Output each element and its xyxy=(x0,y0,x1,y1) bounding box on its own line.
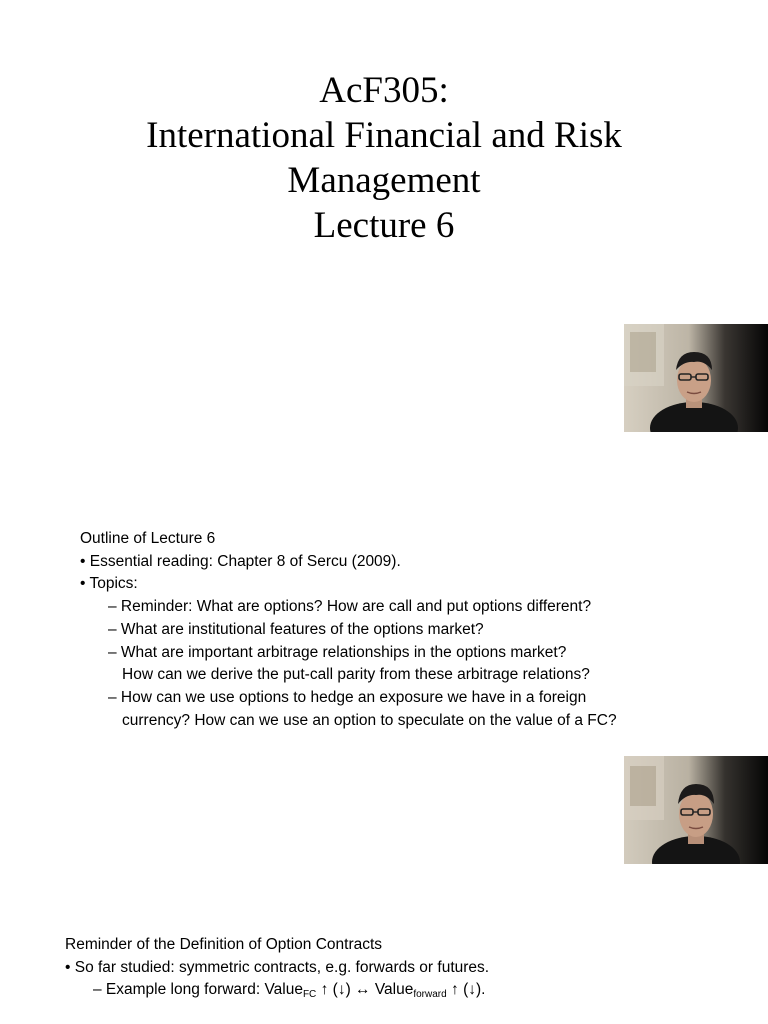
definition-bullet-symmetric: • So far studied: symmetric contracts, e.g. forwards or futures. xyxy=(65,958,490,976)
subscript-forward: forward xyxy=(413,989,447,1001)
presenter-video-frame-2 xyxy=(624,756,768,864)
example-text-mid: ↑ (↓) ↔ Value xyxy=(316,981,414,999)
presenter-webcam-video xyxy=(624,324,768,432)
example-text-suffix: ↑ (↓). xyxy=(446,981,486,999)
definition-heading: Reminder of the Definition of Option Contracts xyxy=(65,936,383,953)
outline-bullet-reading: • Essential reading: Chapter 8 of Sercu (2009). xyxy=(80,552,401,570)
definition-example-long-forward xyxy=(65,979,489,1002)
slide-title xyxy=(0,68,768,248)
subscript-fc: FC xyxy=(302,989,317,1001)
example-text-prefix: – Example long forward: Value xyxy=(93,981,303,999)
outline-topic-hedge: – How can we use options to hedge an exposure we have in a foreign xyxy=(108,688,587,706)
outline-topic-arbitrage-cont: How can we derive the put-call parity from these arbitrage relations? xyxy=(122,666,590,684)
outline-topic-options: – Reminder: What are options? How are call and put options different? xyxy=(108,598,592,616)
outline-topic-institutional: – What are institutional features of the options market? xyxy=(108,620,484,638)
option-definition-slide xyxy=(65,934,489,1002)
title-line-lecture: Lecture 6 xyxy=(313,205,455,246)
title-line-course-name-1: International Financial and Risk xyxy=(146,115,622,156)
presenter-video-frame xyxy=(624,324,768,432)
title-line-course-name-2: Management xyxy=(287,160,481,201)
outline-topic-arbitrage: – What are important arbitrage relationships in the options market? xyxy=(108,643,567,661)
outline-bullet-topics: • Topics: xyxy=(80,575,138,593)
outline-topic-hedge-cont: currency? How can we use an option to speculate on the value of a FC? xyxy=(122,711,617,729)
outline-slide xyxy=(80,528,617,732)
title-line-course-code: AcF305: xyxy=(319,70,449,111)
presenter-webcam-video-2 xyxy=(624,756,768,864)
outline-heading: Outline of Lecture 6 xyxy=(80,530,216,547)
